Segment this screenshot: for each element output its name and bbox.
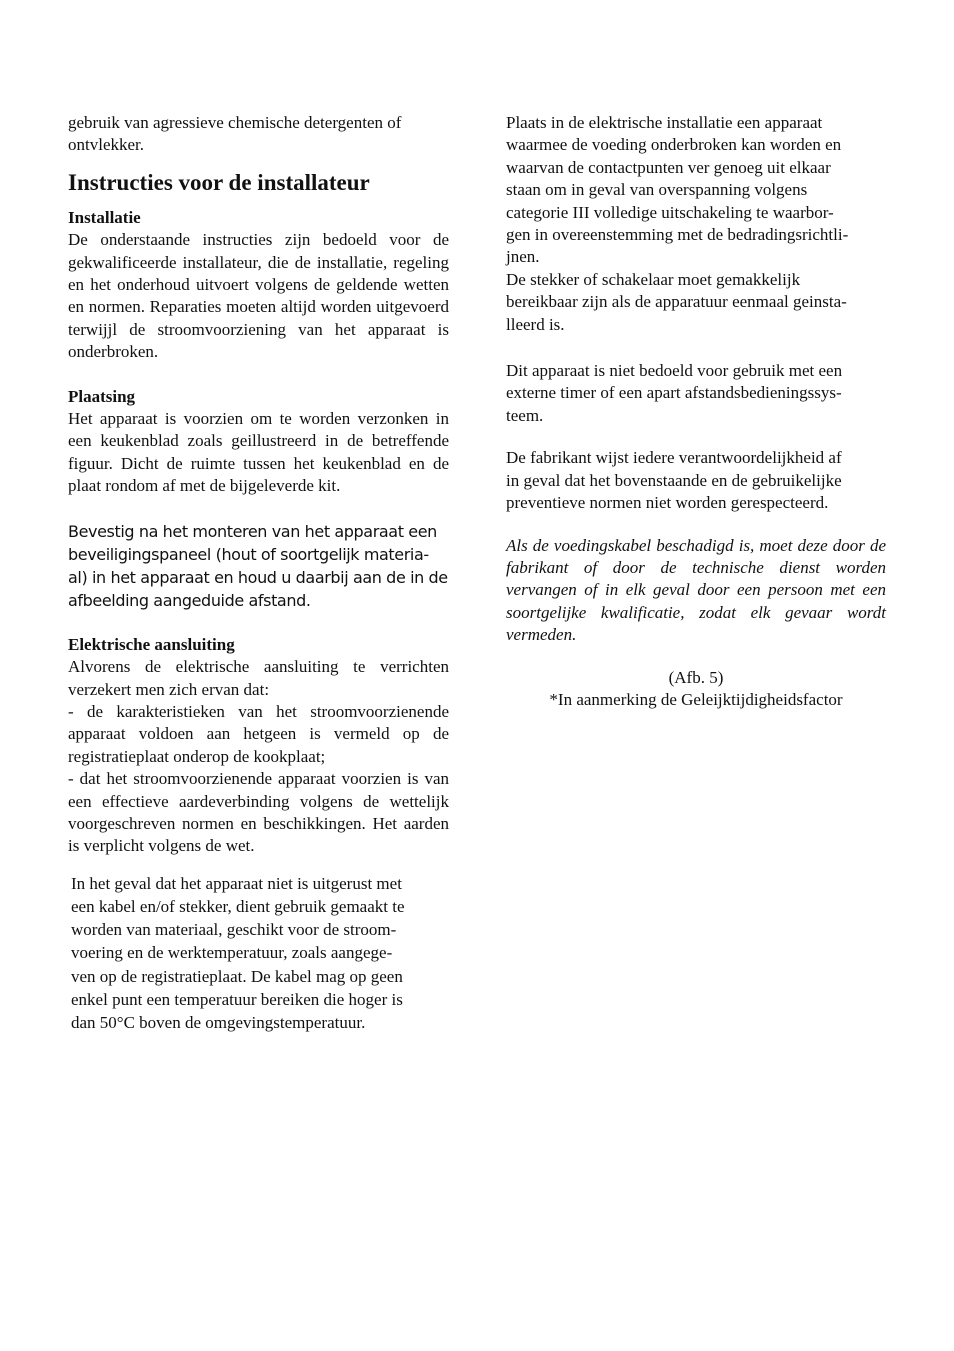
kabel-line: voering en de werktemperatuur, zoals aangege- xyxy=(71,943,393,963)
plaatsing-text: Het apparaat is voorzien om te worden verzonken in een keukenblad zoals geillustreerd in de betreffende figuur. Dicht de ruimte tussen het keukenblad en de plaat rondom af met de bijgeleverde kit. xyxy=(68,409,449,496)
elektrisch-intro: Alvorens de elektrische aansluiting te verrichten verzekert men zich ervan dat: xyxy=(68,657,449,699)
figure-caption: (Afb. 5) xyxy=(668,667,724,687)
bevestig-line: Bevestig na het monteren van het apparaat een xyxy=(68,521,437,541)
kabel-line: ven op de registratieplaat. De kabel mag op geen xyxy=(71,966,403,986)
intro-line: ontvlekker. xyxy=(68,135,145,155)
kabel-line: enkel punt een temperatuur bereiken die hoger is xyxy=(71,989,403,1009)
section-title: Instructies voor de installateur xyxy=(68,169,370,195)
bevestig-line: beveiligingspaneel (hout of soortgelijk materia- xyxy=(68,544,429,564)
kabel-paragraph xyxy=(68,872,449,1034)
para-line: waarvan de contactpunten ver genoeg uit elkaar xyxy=(506,157,831,177)
installatie-heading: Installatie xyxy=(68,207,141,227)
para-line: waarmee de voeding onderbroken kan worden en xyxy=(506,135,842,155)
bevestig-line: afbeelding aangeduide afstand. xyxy=(68,590,311,610)
timer-paragraph xyxy=(506,360,886,427)
para-line: preventieve normen niet worden gerespecteerd. xyxy=(506,493,829,513)
bevestig-line: al) in het apparaat en houd u daarbij aan de in de xyxy=(68,567,448,587)
elektrisch-point-1: - de karakteristieken van het stroomvoorzienende apparaat voldoen aan hetgeen is vermeld op de registratieplaat onderop de kookplaat; xyxy=(68,701,449,766)
stroom-onderbreker-paragraph xyxy=(506,112,886,336)
kabel-line: een kabel en/of stekker, dient gebruik gemaakt te xyxy=(71,896,405,916)
fabrikant-paragraph xyxy=(506,447,886,514)
para-line: gen in overeenstemming met de bedradingsrichtli- xyxy=(506,225,849,245)
para-line: teem. xyxy=(506,405,544,425)
right-column xyxy=(506,112,886,711)
para-line: De fabrikant wijst iedere verantwoordelijkheid af xyxy=(506,448,842,468)
footnote: *In aanmerking de Geleijktijdigheidsfactor xyxy=(549,689,843,709)
para-line: externe timer of een apart afstandsbedieningssys- xyxy=(506,383,842,403)
para-line: De stekker of schakelaar moet gemakkelijk xyxy=(506,269,801,289)
kabel-line: In het geval dat het apparaat niet is uitgerust met xyxy=(71,873,402,893)
left-column xyxy=(68,112,449,1034)
warning-text: Als de voedingskabel beschadigd is, moet deze door de fabrikant of door de technische dienst worden vervangen of in elk geval door een persoon met een soortgelijke kwalificatie, zodat elk gevaar wordt vermeden. xyxy=(506,535,886,645)
elektrisch-heading: Elektrische aansluiting xyxy=(68,634,235,654)
para-line: jnen. xyxy=(506,247,540,267)
elektrisch-point-2: - dat het stroomvoorzienende apparaat voorzien is van een effectieve aardeverbinding volgens de wettelijk voorgeschreven normen en beschikkingen. Het aarden is verplicht volgens de wet. xyxy=(68,769,449,856)
para-line: Dit apparaat is niet bedoeld voor gebruik met een xyxy=(506,361,843,381)
para-line: staan om in geval van overspanning volgens xyxy=(506,180,808,200)
para-line: Plaats in de elektrische installatie een apparaat xyxy=(506,113,823,132)
bevestig-paragraph xyxy=(68,520,449,612)
plaatsing-heading: Plaatsing xyxy=(68,386,136,406)
para-line: in geval dat het bovenstaande en de gebruikelijke xyxy=(506,470,842,490)
para-line: lleerd is. xyxy=(506,314,565,334)
para-line: bereikbaar zijn als de apparatuur eenmaal geinsta- xyxy=(506,292,847,312)
installatie-text: De onderstaande instructies zijn bedoeld voor de gekwalificeerde installateur, die de installatie, regeling en het onderhoud uitvoert volgens de geldende wetten en normen. Reparaties moeten altijd worden uitgevoerd terwijjl de stroomvoorziening van het apparaat is onderbroken. xyxy=(68,230,449,362)
kabel-line: dan 50°C boven de omgevingstemperatuur. xyxy=(71,1012,366,1032)
para-line: categorie III volledige uitschakeling te waarbor- xyxy=(506,202,834,222)
kabel-line: worden van materiaal, geschikt voor de stroom- xyxy=(71,920,397,940)
intro-line: gebruik van agressieve chemische detergenten of xyxy=(68,113,402,132)
